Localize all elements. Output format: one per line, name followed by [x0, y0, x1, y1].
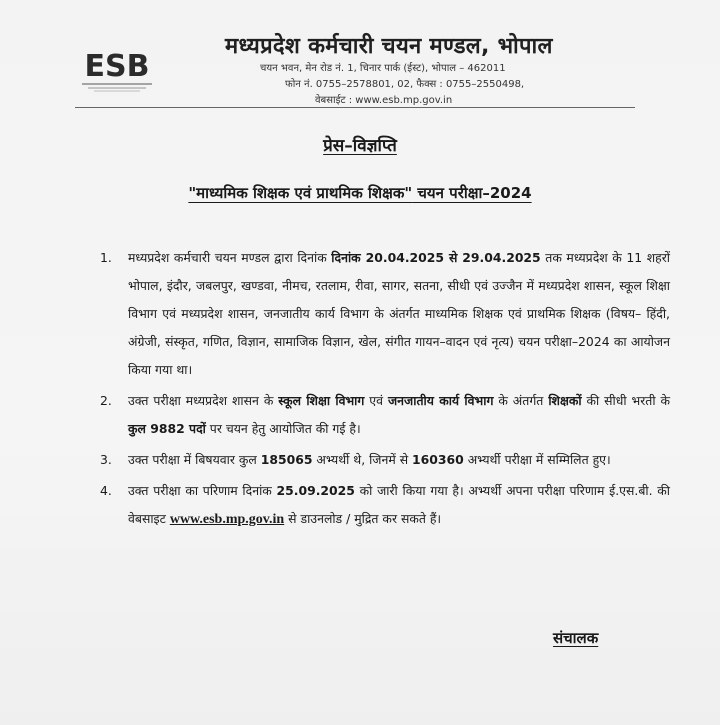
address-line: चयन भवन, मेन रोड नं. 1, चिनार पार्क (ईस्ट), भोपाल – 462011 [260, 63, 506, 74]
website-link[interactable]: www.esb.mp.gov.in [169, 512, 285, 527]
press-release-title: प्रेस–विज्ञप्ति [323, 136, 397, 156]
item-text: तक मध्यप्रदेश के 11 शहरों भोपाल, इंदौर, जबलपुर, खण्डवा, नीमच, रतलाम, रीवा, सागर, सतना, सीधी एवं उज्जैन में मध्यप्रदेश शासन, स्कूल शिक्षा विभाग एवं मध्यप्रदेश शासन, जनजातीय कार्य विभाग के अंतर्गत माध्यमिक शिक्षक एवं प्राथमिक शिक्षक (विषय– हिंदी, अंग्रेजी, संस्कृत, गणित, विज्ञान, सामाजिक विज्ञान, खेल, संगीत गायन–वादन एवं नृत्य) चयन परीक्षा–2024 का आयोजन किया गया था। [128, 250, 671, 377]
total-posts: कुल 9882 पदों [128, 421, 206, 436]
exam-dates: दिनांक 20.04.2025 से 29.04.2025 [331, 250, 541, 265]
phone-line: फोन नं. 0755–2578801, 02, फैक्स : 0755–2550498, [285, 79, 525, 90]
item-text: के अंतर्गत [493, 393, 549, 408]
item-text: से डाउनलोड / मुद्रित कर सकते हैं। [284, 511, 442, 526]
total-candidates: 185065 [260, 452, 313, 467]
letterhead [60, 20, 660, 115]
list-item [100, 244, 670, 384]
item-text: की सीधी भरती के [581, 393, 670, 408]
item-text: मध्यप्रदेश कर्मचारी चयन मण्डल द्वारा दिनांक [128, 250, 332, 265]
list-item [100, 387, 670, 443]
list-item [100, 446, 670, 474]
item-text: को जारी किया गया है। अभ्यर्थी अपना परीक्षा परिणाम ई.एस.बी. की वेबसाइट [128, 483, 670, 526]
result-date: 25.09.2025 [276, 483, 355, 498]
press-release-heading [0, 133, 720, 156]
item-text: अभ्यर्थी परीक्षा में सम्मिलित हुए। [463, 452, 611, 467]
logo-text: ESB [84, 49, 150, 84]
item-text: एवं [364, 393, 388, 408]
item-text: पर चयन हेतु आयोजित की गई है। [205, 421, 361, 436]
item-text: अभ्यर्थी थे, जिनमें से [312, 452, 413, 467]
item-text: उक्त परीक्षा का परिणाम दिनांक [128, 483, 277, 498]
teachers-term: शिक्षकों [548, 393, 582, 408]
signatory: संचालक [553, 629, 599, 647]
exam-suffix: चयन परीक्षा–2024 [412, 184, 532, 202]
esb-logo-icon [78, 38, 156, 98]
item-number: 2. [100, 393, 112, 408]
subject-line [0, 183, 720, 203]
dept-tribal-affairs: जनजातीय कार्य विभाग [387, 393, 494, 408]
header-divider [75, 107, 635, 108]
item-number: 3. [100, 452, 112, 467]
item-text: उक्त परीक्षा में बिषयवार कुल [128, 452, 261, 467]
item-number: 4. [100, 483, 112, 498]
org-title: मध्यप्रदेश कर्मचारी चयन मण्डल, भोपाल [225, 34, 553, 59]
numbered-list [100, 244, 670, 537]
list-item [100, 477, 670, 534]
appeared-candidates: 160360 [412, 452, 464, 467]
dept-school-education: स्कूल शिक्षा विभाग [278, 393, 365, 408]
exam-name: "माध्यमिक शिक्षक एवं प्राथमिक शिक्षक" [188, 184, 413, 202]
website-line: वेबसाईट : www.esb.mp.gov.in [315, 95, 453, 106]
item-text: उक्त परीक्षा मध्यप्रदेश शासन के [128, 393, 279, 408]
item-number: 1. [100, 250, 112, 265]
